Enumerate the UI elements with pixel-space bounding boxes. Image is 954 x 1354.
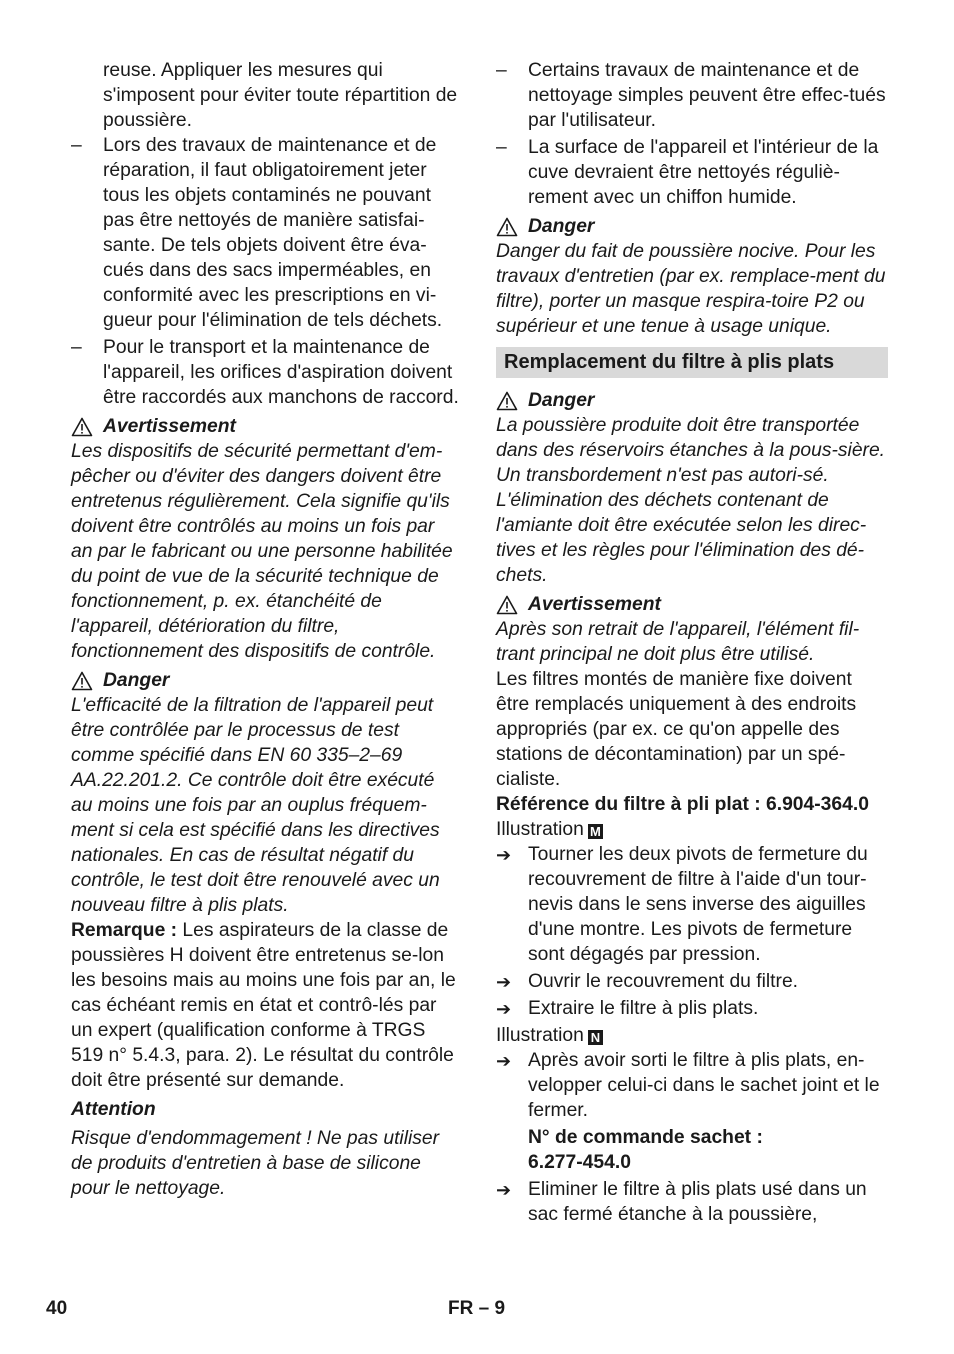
step-text: Eliminer le filtre à plis plats usé dans un sac fermé étanche à la poussière,: [528, 1179, 867, 1225]
right-column: [496, 58, 888, 1229]
remark-text: Les aspirateurs de la classe de poussières H doivent être entretenus se-lon les besoins mais au moins une fois par an, le cas échéant remis en état et contrô-lés par un expert (qualification conforme à TRGS 519 n° 5.4.3, para. 2). Le résultat du contrôle doit être présenté sur demande.: [71, 920, 456, 1091]
danger-title: Danger: [103, 670, 170, 691]
arrow-right-icon: ➔: [496, 999, 512, 1019]
warning-heading: [496, 592, 888, 617]
step-item: [496, 1177, 888, 1227]
danger-title: Danger: [528, 390, 595, 411]
remark-paragraph: [71, 918, 461, 1093]
left-column: [71, 58, 461, 1201]
step-text: Après avoir sorti le filtre à plis plats, en-velopper celui-ci dans le sachet joint et le fermer.: [528, 1050, 880, 1121]
step-item: [496, 1048, 888, 1123]
attention-text: Risque d'endommagement ! Ne pas utiliser de produits d'entretien à base de silicone pour le nettoyage.: [71, 1128, 440, 1199]
filter-reference: Référence du filtre à pli plat : 6.904-364.0: [496, 794, 869, 815]
warning-triangle-icon: [71, 671, 93, 691]
warning-triangle-icon: [71, 417, 93, 437]
order-label: N° de commande sachet :: [528, 1127, 763, 1148]
illustration-label: Illustration N: [496, 1023, 888, 1048]
danger-heading: [496, 388, 888, 413]
warning-text: Après son retrait de l'appareil, l'élément fil-trant principal ne doit plus être utilisé.: [496, 619, 860, 665]
danger-text: La poussière produite doit être transportée dans des réservoirs étanches à la pous-sière. Un transbordement n'est pas autori-sé. L'élimination des déchets contenant de l'amiante doit être exécutée selon les direc-tives et les règles pour l'élimination des dé-chets.: [496, 415, 886, 586]
dash-marker: –: [71, 337, 82, 358]
danger-text: Danger du fait de poussière nocive. Pour les travaux d'entretien (par ex. remplace-ment du filtre), porter un masque respira-toire P2 ou supérieur et une tenue à usage unique.: [496, 241, 886, 337]
section-heading: Remplacement du filtre à plis plats: [496, 347, 888, 378]
warning-triangle-icon: [496, 391, 518, 411]
filters-paragraph: Les filtres montés de manière fixe doivent être remplacés uniquement à des endroits appropriés (par ex. ce qu'on appelle des stations de décontamination) par un spé-cialiste.: [496, 669, 857, 790]
list-item: [71, 133, 461, 333]
list-item: [496, 135, 888, 210]
section-page-label: FR – 9: [448, 1298, 506, 1319]
list-item-text: Lors des travaux de maintenance et de réparation, il faut obligatoirement jeter tous les objets contaminés ne pouvant pas être nettoyés de manière satisfai-sante. De tels objets doivent être éva-cués dans des sacs imperméables, en conformité avec les prescriptions en vi-gueur pour l'élimination de tels déchets.: [103, 135, 443, 331]
order-number: 6.277-454.0: [528, 1152, 631, 1173]
danger-heading: [71, 668, 461, 693]
arrow-right-icon: ➔: [496, 845, 512, 865]
dash-marker: –: [71, 135, 82, 156]
list-item-text: Certains travaux de maintenance et de nettoyage simples peuvent être effec-tués par l'utilisateur.: [528, 60, 886, 131]
illustration-letter-badge: N: [588, 1030, 603, 1045]
list-item: [71, 335, 461, 410]
arrow-right-icon: ➔: [496, 1051, 512, 1071]
warning-text: Les dispositifs de sécurité permettant d'em-pêcher ou d'éviter des dangers doivent être entretenus régulièrement. Cela signifie qu'ils doivent être contrôlés au moins un fois par an par le fabricant ou une personne habilitée du point de vue de la sécurité technique de fonctionnement, p. ex. étanchéité de l'appareil, détérioration du filtre, fonctionnement des dispositifs de contrôle.: [71, 441, 453, 662]
warning-triangle-icon: [496, 595, 518, 615]
list-item-text: La surface de l'appareil et l'intérieur de la cuve devraient être nettoyés réguliè-rement avec un chiffon humide.: [528, 137, 879, 208]
step-item: [496, 969, 888, 994]
step-item: [496, 842, 888, 967]
danger-heading: [496, 214, 888, 239]
warning-title: Avertissement: [528, 594, 661, 615]
warning-heading: [71, 414, 461, 439]
danger-text: L'efficacité de la filtration de l'appareil peut être contrôlée par le processus de test comme spécifié dans EN 60 335–2–69 AA.22.201.2. Ce contrôle doit être exécuté au moins une fois par an ouplus fréquem-ment si cela est spécifié dans les directives nationales. En cas de résultat négatif du contrôle, le test doit être renouvelé avec un nouveau filtre à plis plats.: [71, 695, 440, 916]
step-text: Extraire le filtre à plis plats.: [528, 998, 759, 1019]
step-text: Ouvrir le recouvrement du filtre.: [528, 971, 799, 992]
remark-label: Remarque :: [71, 920, 178, 941]
illustration-label: Illustration M: [496, 817, 888, 842]
dash-marker: –: [496, 60, 507, 81]
continued-paragraph: reuse. Appliquer les mesures qui s'imposent pour éviter toute répartition de poussière.: [103, 60, 458, 131]
danger-title: Danger: [528, 216, 595, 237]
arrow-right-icon: ➔: [496, 1180, 512, 1200]
list-item-text: Pour le transport et la maintenance de l'appareil, les orifices d'aspiration doivent être raccordés aux manchons de raccord.: [103, 337, 459, 408]
warning-title: Avertissement: [103, 416, 236, 437]
page-number: 40: [46, 1298, 68, 1319]
step-item: [496, 996, 888, 1021]
dash-marker: –: [496, 137, 507, 158]
attention-title: Attention: [71, 1099, 156, 1120]
arrow-right-icon: ➔: [496, 972, 512, 992]
list-item: [496, 58, 888, 133]
step-text: Tourner les deux pivots de fermeture du recouvrement de filtre à l'aide d'un tour-nevis dans le sens inverse des aiguilles d'une montre. Les pivots de fermeture sont dégagés par pression.: [528, 844, 868, 965]
warning-triangle-icon: [496, 217, 518, 237]
illustration-letter-badge: M: [588, 824, 603, 839]
